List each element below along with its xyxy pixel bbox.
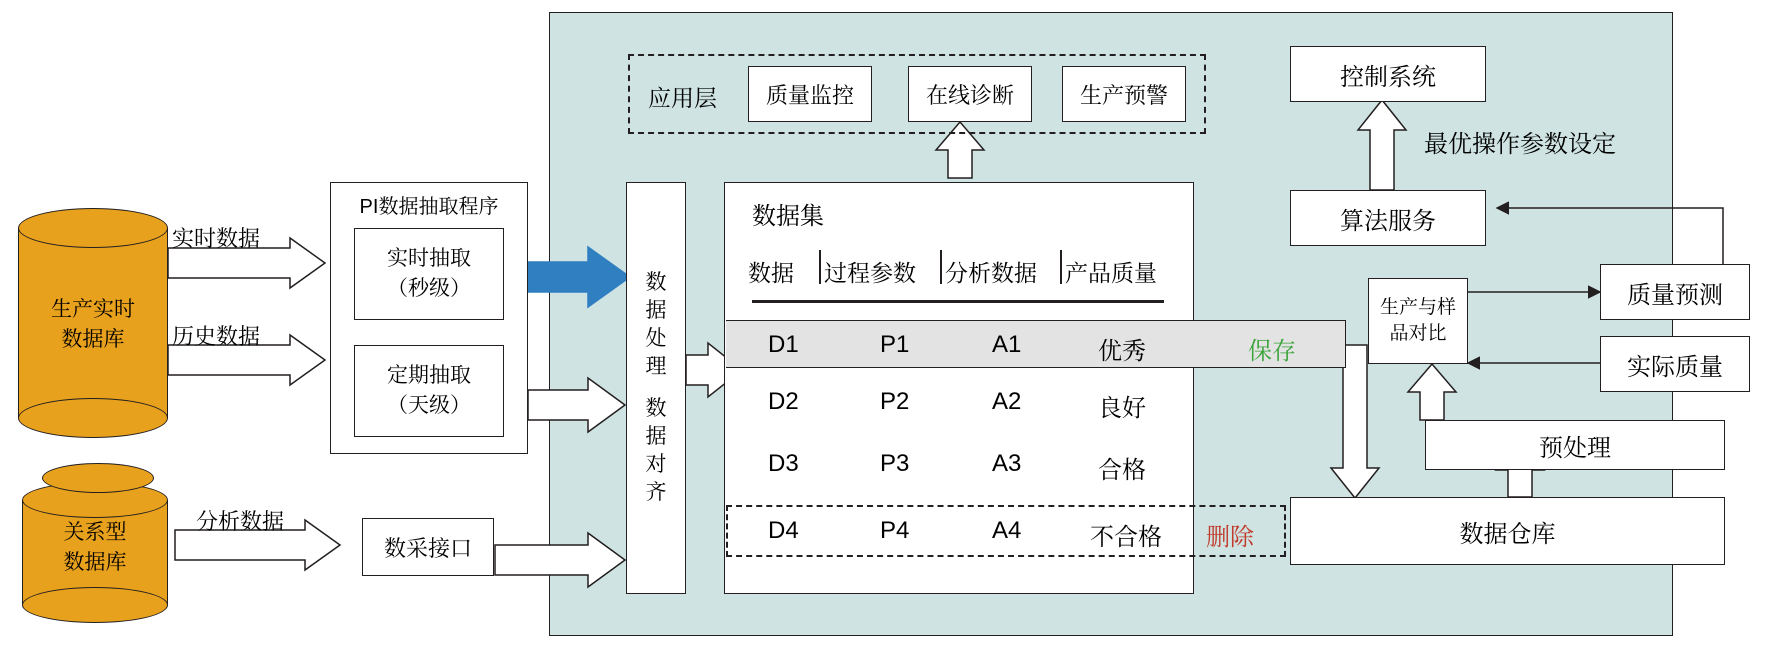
arrow-periodic-to-processing	[528, 378, 625, 432]
preprocess-block[interactable]: 预处理	[1425, 420, 1725, 470]
dataset-row-4-cell-3: 不合格	[1090, 524, 1162, 551]
label-realtime-data: 实时数据	[172, 226, 261, 251]
dataset-row-4-cell-0: D4	[768, 517, 799, 544]
dp-c5: 据	[645, 425, 667, 448]
compare-block[interactable]	[1368, 278, 1468, 364]
application-layer-label: 应用层	[648, 85, 717, 111]
arrow-algorithm-to-control	[1358, 100, 1406, 190]
quality-prediction-block[interactable]: 质量预测	[1600, 264, 1750, 320]
app-production-warning[interactable]: 生产预警	[1062, 66, 1186, 122]
db1-line2: 数据库	[61, 328, 125, 351]
dataset-col-0: 数据	[748, 260, 794, 286]
dp-c0: 数	[645, 271, 667, 294]
dataset-col-divider-1	[819, 250, 821, 284]
dp-c1: 据	[645, 299, 667, 322]
collect-interface[interactable]: 数采接口	[362, 518, 494, 576]
dataset-row-2-cell-0: D2	[768, 388, 799, 415]
dataset-row-1-cell-2: A1	[992, 331, 1022, 358]
dp-c4: 数	[645, 397, 667, 420]
dataset-row-4-cell-2: A4	[992, 517, 1022, 544]
db1-line1: 生产实时	[51, 298, 135, 321]
dataset-row-1-tag-save: 保存	[1248, 338, 1296, 365]
dataset-row-1-cell-1: P1	[880, 331, 910, 358]
label-optimal-params: 最优操作参数设定	[1424, 131, 1616, 158]
arrow-collect-to-processing	[495, 533, 625, 587]
dp-c7: 齐	[645, 481, 667, 504]
control-system-block[interactable]: 控制系统	[1290, 46, 1486, 102]
arrow-prediction-to-algorithm	[1497, 208, 1723, 268]
dataset-row-2-cell-1: P2	[880, 388, 910, 415]
dataset-col-divider-2	[940, 250, 942, 284]
pi-periodic-extract[interactable]	[354, 345, 504, 437]
dataset-col-divider-3	[1060, 250, 1062, 284]
dataset-row-3-cell-1: P3	[880, 450, 910, 477]
dataset-row-4-tag-delete: 删除	[1206, 524, 1254, 551]
dataset-col-3: 产品质量	[1065, 260, 1157, 286]
pi-realtime-extract[interactable]	[354, 228, 504, 320]
label-history-data: 历史数据	[172, 324, 261, 349]
app-online-diagnosis[interactable]: 在线诊断	[908, 66, 1032, 122]
data-warehouse-block[interactable]: 数据仓库	[1290, 497, 1725, 565]
compare-line2: 品对比	[1389, 323, 1447, 344]
compare-line1: 生产与样	[1379, 297, 1456, 318]
db2-line1: 关系型	[63, 521, 127, 544]
dataset-row-4-cell-1: P4	[880, 517, 910, 544]
dp-c3: 理	[645, 355, 667, 378]
arrow-realtime-to-processing	[528, 247, 630, 307]
dp-c2: 处	[645, 327, 667, 350]
dataset-row-3-cell-2: A3	[992, 450, 1022, 477]
dataset-row-2-cell-2: A2	[992, 388, 1022, 415]
dataset-header-rule	[752, 300, 1164, 303]
pi-periodic-line1: 定期抽取	[387, 364, 471, 387]
dataset-title: 数据集	[752, 203, 824, 230]
arrow-preprocess-to-compare	[1408, 364, 1456, 420]
actual-quality-block[interactable]: 实际质量	[1600, 336, 1750, 392]
dp-c6: 对	[645, 453, 667, 476]
dataset-col-1: 过程参数	[824, 260, 916, 286]
pi-extractor-title: PI数据抽取程序	[359, 196, 499, 218]
algorithm-service-block[interactable]: 算法服务	[1290, 190, 1486, 246]
app-quality-monitor[interactable]: 质量监控	[748, 66, 872, 122]
dataset-row-2-cell-3: 良好	[1098, 395, 1146, 422]
db2-line2: 数据库	[63, 551, 127, 574]
pi-realtime-line1: 实时抽取	[387, 247, 471, 270]
dataset-row-3-cell-0: D3	[768, 450, 799, 477]
label-analysis-data: 分析数据	[196, 509, 285, 534]
dataset-row-3-cell-3: 合格	[1098, 457, 1146, 484]
data-processing-block[interactable]	[626, 182, 686, 594]
pi-realtime-line2: （秒级）	[387, 277, 471, 300]
dataset-row-1-cell-3: 优秀	[1098, 338, 1146, 365]
dataset-row-1-cell-0: D1	[768, 331, 799, 358]
pi-periodic-line2: （天级）	[387, 394, 471, 417]
dataset-col-2: 分析数据	[945, 260, 1037, 286]
